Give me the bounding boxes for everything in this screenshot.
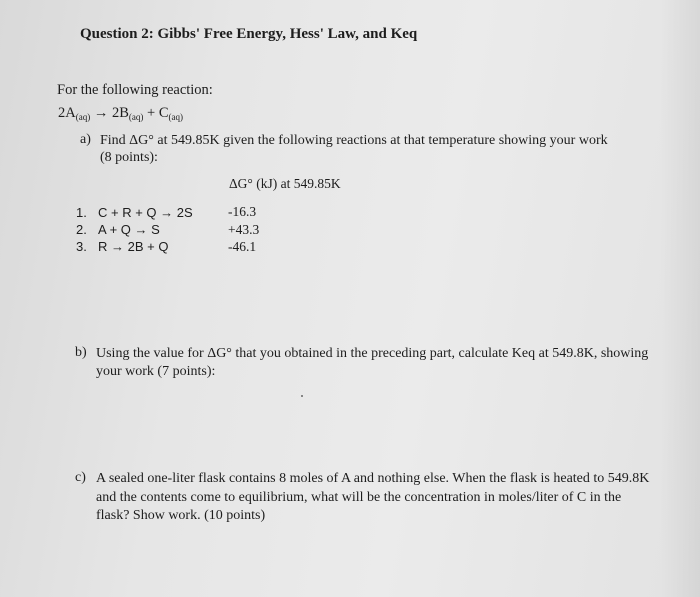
given-reactions-list (76, 204, 193, 255)
delta-g-values (228, 203, 259, 256)
reaction-equation: R → 2B + Q (98, 239, 169, 254)
given-reaction-row (76, 238, 193, 255)
given-reaction-row (76, 221, 193, 238)
delta-g-value: +43.3 (228, 221, 260, 237)
reactant-a: 2A (58, 105, 76, 121)
intro-text: For the following reaction: (57, 82, 213, 98)
given-reaction-row (76, 204, 193, 221)
reaction-number: 2. (76, 222, 87, 237)
reaction-number: 1. (76, 205, 87, 220)
delta-g-column-header: ΔG° (kJ) at 549.85K (229, 176, 341, 191)
part-c-text: A sealed one-liter flask contains 8 moles of A and nothing else. When the flask is heated to 549.8K and the contents come to equilibrium, what will be the concentration in moles/liter of C in the flask? Show work. (10 points) (96, 471, 650, 523)
stray-mark (301, 395, 303, 397)
question-title: Question 2: Gibbs' Free Energy, Hess' Law, and Keq (80, 26, 418, 42)
page-edge-shadow (660, 0, 700, 597)
delta-g-value: -46.1 (228, 239, 257, 254)
reaction-equation: C + R + Q → 2S (98, 205, 193, 220)
product-c-state: (aq) (168, 112, 184, 122)
reaction-equation: A + Q → S (98, 222, 160, 237)
reactant-a-state: (aq) (75, 112, 91, 122)
plus-sign: + (143, 105, 159, 121)
main-reaction (58, 105, 183, 122)
product-c: C (158, 105, 169, 121)
reaction-arrow: → (90, 105, 112, 121)
part-b-label: b) (75, 345, 87, 360)
part-c-label: c) (75, 470, 86, 485)
part-a-label: a) (80, 132, 91, 147)
reaction-number: 3. (76, 239, 87, 254)
part-b-text: Using the value for ΔG° that you obtained in the preceding part, calculate Keq at 549.8K, showing your work (7 points): (96, 346, 649, 379)
product-b-state: (aq) (128, 112, 144, 122)
delta-g-value: -16.3 (228, 204, 257, 219)
product-b: 2B (111, 105, 129, 121)
part-a-text: Find ΔG° at 549.85K given the following reactions at that temperature showing your work (8 points): (100, 133, 608, 165)
